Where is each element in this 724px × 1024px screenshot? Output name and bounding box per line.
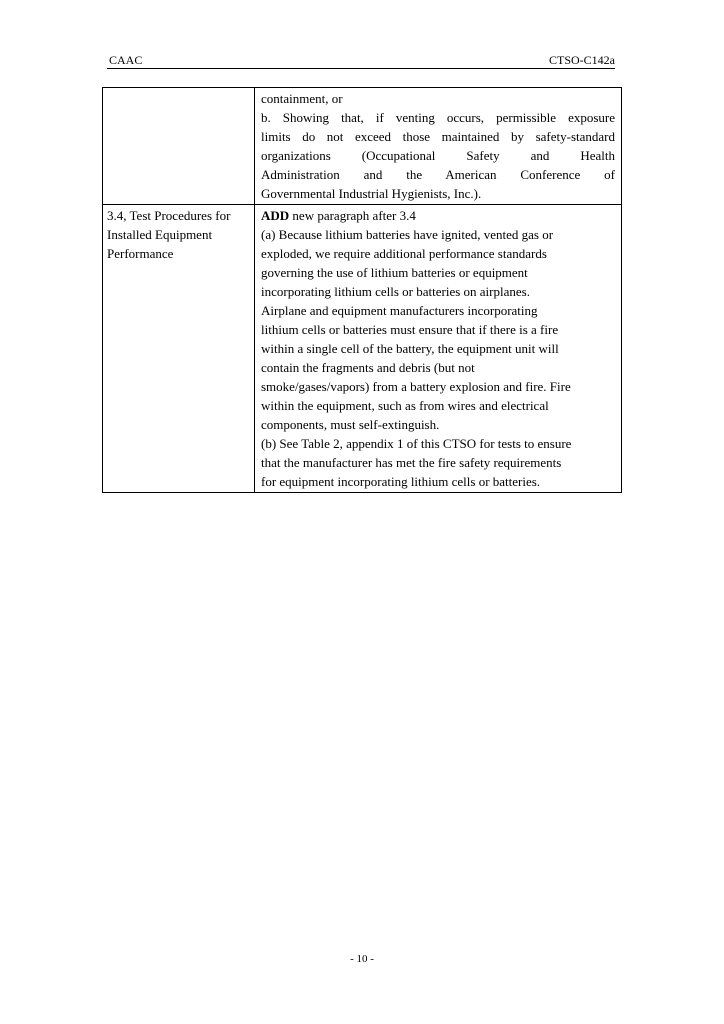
page-header [107, 52, 615, 69]
text-line: within the equipment, such as from wires and electrical [261, 398, 549, 413]
text-line: Governmental Industrial Hygienists, Inc.). [261, 186, 482, 201]
text-line: organizations (Occupational Safety and Health [261, 148, 615, 163]
text-line: within a single cell of the battery, the equipment unit will [261, 341, 559, 356]
add-instruction [261, 206, 615, 225]
text-line: contain the fragments and debris (but not [261, 360, 475, 375]
text-line: that the manufacturer has met the fire safety requirements [261, 455, 562, 470]
text-line: for equipment incorporating lithium cells or batteries. [261, 474, 541, 489]
text-line: (b) See Table 2, appendix 1 of this CTSO for tests to ensure [261, 436, 572, 451]
text-line: governing the use of lithium batteries or equipment [261, 265, 528, 280]
text-line: exploded, we require additional performance standards [261, 246, 547, 261]
text-line: components, must self-extinguish. [261, 417, 440, 432]
text-line: lithium cells or batteries must ensure that if there is a fire [261, 322, 559, 337]
section-cell [103, 88, 255, 205]
text-line: containment, or [261, 91, 343, 106]
add-instruction-text: new paragraph after 3.4 [289, 208, 416, 223]
text-line: (a) Because lithium batteries have ignited, vented gas or [261, 227, 554, 242]
add-keyword: ADD [261, 208, 290, 223]
table-row [103, 88, 622, 205]
table-row [103, 205, 622, 493]
amendment-table [102, 87, 622, 493]
section-cell [103, 205, 255, 493]
text-line: smoke/gases/vapors) from a battery explosion and fire. Fire [261, 379, 571, 394]
text-line: limits do not exceed those maintained by safety-standard [261, 129, 615, 144]
header-org: CAAC [109, 53, 143, 67]
amendment-text-cell [255, 205, 622, 493]
section-title-line: Performance [107, 246, 174, 261]
section-title-line: Installed Equipment [107, 227, 213, 242]
text-line: Administration and the American Conference of [261, 167, 615, 182]
text-line: incorporating lithium cells or batteries on airplanes. [261, 284, 530, 299]
page-number: - 10 - [350, 953, 374, 965]
header-doc-id: CTSO-C142a [549, 53, 615, 67]
amendment-text-cell [255, 88, 622, 205]
section-title-line: 3.4, Test Procedures for [107, 208, 231, 223]
text-line: Airplane and equipment manufacturers incorporating [261, 303, 538, 318]
text-line: b. Showing that, if venting occurs, permissible exposure [261, 110, 615, 125]
